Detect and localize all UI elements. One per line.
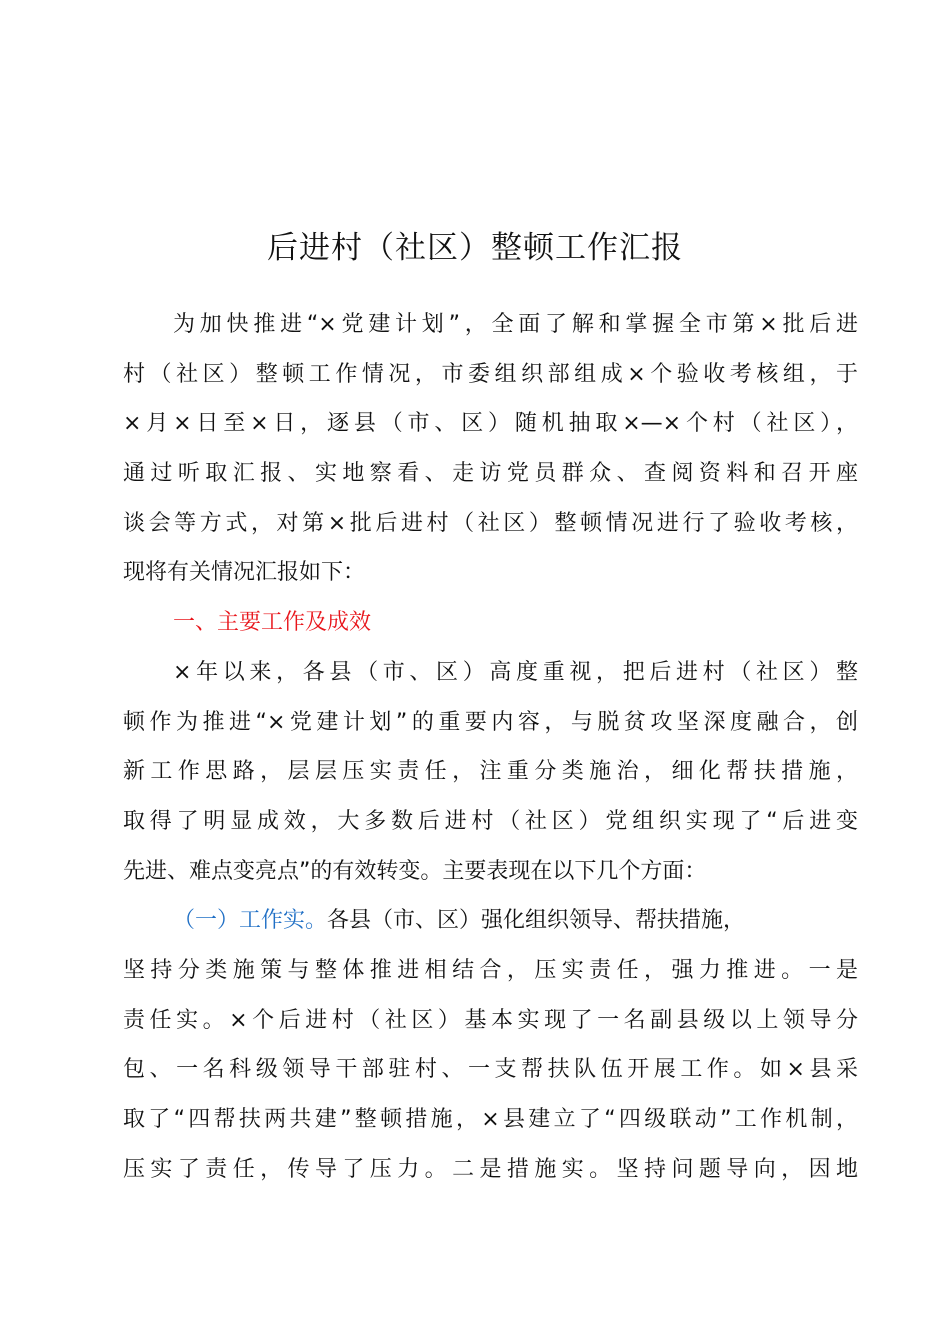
paragraph-line: 压实了责任，传导了压力。二是措施实。坚持问题导向，因地	[123, 1156, 858, 1182]
paragraph-line: 村（社区）整顿工作情况，市委组织部组成×个验收考核组，于	[123, 361, 858, 387]
subheading: （一）工作实。	[173, 908, 328, 934]
document-title: 后进村（社区）整顿工作汇报	[267, 230, 683, 266]
paragraph-line: ×月×日至×日，逐县（市、区）随机抽取×—×个村（社区），	[123, 411, 858, 437]
section-heading: 一、主要工作及成效	[173, 610, 372, 636]
paragraph-line: 取了“四帮扶两共建”整顿措施，×县建立了“四级联动”工作机制，	[123, 1107, 858, 1132]
paragraph-line: ×年以来，各县（市、区）高度重视，把后进村（社区）整	[173, 659, 858, 685]
paragraph-text: 各县（市、区）强化组织领导、帮扶措施，	[327, 908, 746, 934]
paragraph-line: 包、一名科级领导干部驻村、一支帮扶队伍开展工作。如×县采	[123, 1057, 858, 1083]
paragraph-line: 通过听取汇报、实地察看、走访党员群众、查阅资料和召开座	[123, 461, 858, 487]
paragraph-line-with-subheading	[123, 896, 858, 946]
paragraph-line: 为加快推进“×党建计划”，全面了解和掌握全市第×批后进	[173, 312, 858, 337]
paragraph-line: 顿作为推进“×党建计划”的重要内容，与脱贫攻坚深度融合，创	[123, 709, 858, 735]
paragraph-line: 先进、难点变亮点”的有效转变。主要表现在以下几个方面：	[123, 858, 707, 884]
paragraph-line: 现将有关情况汇报如下：	[123, 560, 366, 586]
paragraph-line: 责任实。×个后进村（社区）基本实现了一名副县级以上领导分	[123, 1007, 858, 1033]
paragraph-line: 取得了明显成效，大多数后进村（社区）党组织实现了“后进变	[123, 808, 858, 834]
document-body	[123, 300, 858, 1194]
paragraph-line: 坚持分类施策与整体推进相结合，压实责任，强力推进。一是	[123, 957, 858, 983]
paragraph-line: 谈会等方式，对第×批后进村（社区）整顿情况进行了验收考核，	[123, 510, 858, 536]
paragraph-line: 新工作思路，层层压实责任，注重分类施治，细化帮扶措施，	[123, 759, 858, 785]
